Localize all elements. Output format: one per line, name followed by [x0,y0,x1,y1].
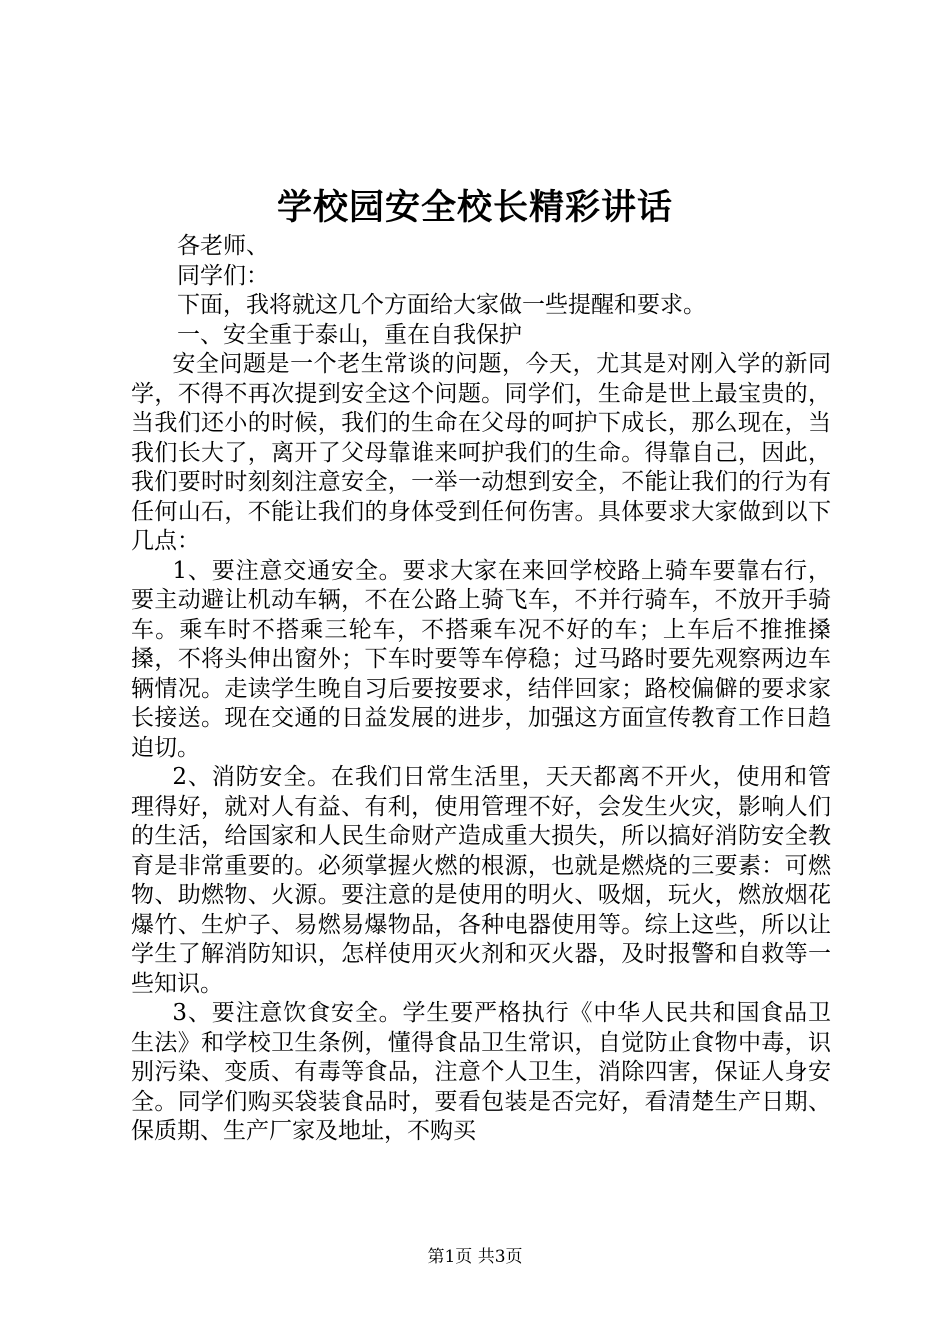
salutation-students: 同学们： [177,262,269,289]
document-title: 学校园安全校长精彩讲话 [276,187,673,228]
body-paragraph: 3、要注意饮食安全。学生要严格执行《中华人民共和国食品卫生法》和学校卫生条例，懂得食品卫生常识，自觉防止食物中毒，识别污染、变质、有毒等食品，注意个人卫生，消除四害，保证人身安全。同学们购买袋装食品时，要看包装是否完好，看清楚生产日期、保质期、生产厂家及地址，不购买 [131,1000,831,1144]
document-body [131,232,831,1147]
body-paragraph: 安全问题是一个老生常谈的问题，今天，尤其是对刚入学的新同学，不得不再次提到安全这个问题。同学们，生命是世上最宝贵的，当我们还小的时候，我们的生命在父母的呵护下成长，那么现在，当我们长大了，离开了父母靠谁来呵护我们的生命。得靠自己，因此，我们要时时刻刻注意安全，一举一动想到安全，不能让我们的行为有任何山石，不能让我们的身体受到任何伤害。具体要求大家做到以下几点： [131,351,831,554]
intro-paragraph: 下面，我将就这几个方面给大家做一些提醒和要求。 [177,292,706,318]
section-heading: 一、安全重于泰山，重在自我保护 [177,321,522,348]
salutation-teachers: 各老师、 [177,233,269,259]
body-paragraph: 2、消防安全。在我们日常生活里，天天都离不开火，使用和管理得好，就对人有益、有利，使用管理不好，会发生火灾，影响人们的生活，给国家和人民生命财产造成重大损失，所以搞好消防安全教育是非常重要的。必须掌握火燃的根源，也就是燃烧的三要素：可燃物、助燃物、火源。要注意的是使用的明火、吸烟，玩火，燃放烟花爆竹、生炉子、易燃易爆物品，各种电器使用等。综上这些，所以让学生了解消防知识，怎样使用灭火剂和灭火器，及时报警和自救等一些知识。 [131,764,831,997]
body-paragraph: 1、要注意交通安全。要求大家在来回学校路上骑车要靠右行，要主动避让机动车辆，不在公路上骑飞车，不并行骑车，不放开手骑车。乘车时不搭乘三轮车，不搭乘车况不好的车；上车后不推推搡搡，不将头伸出窗外；下车时要等车停稳；过马路时要先观察两边车辆情况。走读学生晚自习后要按要求，结伴回家；路校偏僻的要求家长接送。现在交通的日益发展的进步，加强这方面宣传教育工作日趋迫切。 [131,557,831,761]
page-footer: 第1页 共3页 [427,1247,523,1267]
